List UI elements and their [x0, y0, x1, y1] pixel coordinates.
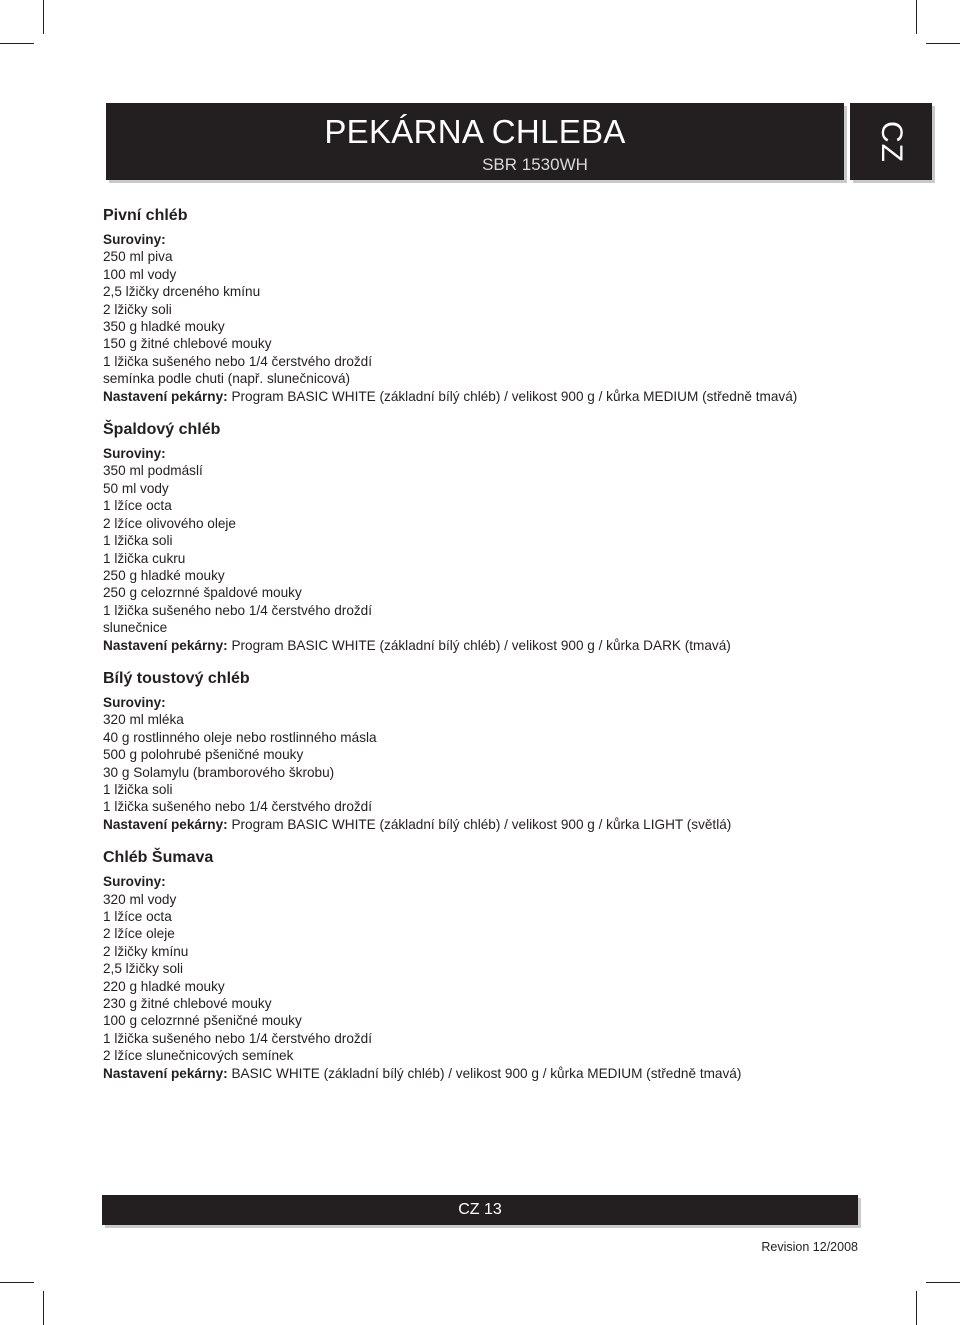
ingredient-item: 150 g žitné chlebové mouky	[103, 336, 272, 352]
model-number: SBR 1530WH	[482, 155, 588, 174]
recipe-title: Chléb Šumava	[103, 849, 214, 867]
ingredient-item: 2 lžíce olivového oleje	[103, 515, 236, 531]
page-title: PEKÁRNA CHLEBA	[324, 113, 626, 150]
recipe-section	[103, 205, 883, 405]
ingredient-item: 350 ml podmáslí	[103, 463, 203, 479]
ingredient-item: 1 lžička sušeného nebo 1/4 čerstvého droždí	[103, 353, 373, 369]
ingredient-item: 1 lžíce octa	[103, 909, 172, 924]
ingredient-item: 1 lžíce octa	[103, 498, 172, 514]
bakery-setting-text: Program BASIC WHITE (základní bílý chléb) / velikost 900 g / kůrka DARK (tmavá)	[227, 637, 731, 653]
crop-mark	[926, 1282, 960, 1283]
recipes-content	[103, 205, 883, 1096]
ingredient-item: 250 g hladké mouky	[103, 567, 225, 583]
ingredient-item: 320 ml mléka	[103, 712, 184, 728]
ingredient-item: 250 g celozrnné špaldové mouky	[103, 585, 302, 601]
recipe-title: Špaldový chléb	[103, 421, 221, 439]
page-header	[106, 103, 844, 180]
ingredient-item: 2 lžičky kmínu	[103, 943, 189, 959]
ingredient-item: semínka podle chuti (např. slunečnicová)	[103, 371, 351, 387]
ingredients-label: Suroviny:	[103, 694, 166, 710]
ingredient-item: 100 g celozrnné pšeničné mouky	[103, 1013, 302, 1029]
recipe-section	[103, 668, 883, 833]
bakery-setting-label: Nastavení pekárny:	[103, 1065, 228, 1081]
crop-mark	[0, 1282, 34, 1283]
ingredient-item: 220 g hladké mouky	[103, 978, 225, 994]
bakery-setting-text: Program BASIC WHITE (základní bílý chléb) / velikost 900 g / kůrka MEDIUM (středně tmavá)	[227, 388, 798, 404]
bakery-setting	[103, 637, 883, 654]
crop-mark	[43, 0, 44, 34]
language-tab	[850, 103, 932, 180]
page-number: CZ 13	[458, 1201, 502, 1218]
ingredient-item: 230 g žitné chlebové mouky	[103, 996, 272, 1012]
ingredient-item: 1 lžička cukru	[103, 550, 186, 566]
ingredient-item: 1 lžička soli	[103, 781, 173, 797]
ingredient-item: 320 ml vody	[103, 891, 177, 907]
language-tab-label: CZ	[875, 120, 908, 163]
recipe-section	[103, 847, 883, 1082]
bakery-setting-label: Nastavení pekárny:	[103, 388, 228, 404]
crop-mark	[926, 43, 960, 44]
bakery-setting	[103, 388, 883, 405]
ingredient-item: 2 lžičky soli	[103, 301, 172, 317]
recipe-section	[103, 419, 883, 654]
crop-mark	[916, 1291, 917, 1325]
page-number-bar	[102, 1195, 858, 1225]
ingredient-item: 30 g Solamylu (bramborového škrobu)	[103, 764, 335, 780]
ingredient-item: 40 g rostlinného oleje nebo rostlinného másla	[103, 729, 377, 745]
revision-note: Revision 12/2008	[761, 1240, 858, 1254]
ingredient-item: 500 g polohrubé pšeničné mouky	[103, 747, 304, 763]
ingredient-item: 50 ml vody	[103, 480, 169, 496]
bakery-setting	[103, 1065, 883, 1082]
ingredient-item: 350 g hladké mouky	[103, 319, 225, 335]
crop-mark	[0, 43, 34, 44]
ingredients-label: Suroviny:	[103, 232, 166, 247]
ingredient-item: 1 lžička sušeného nebo 1/4 čerstvého droždí	[103, 799, 373, 815]
ingredients-label: Suroviny:	[103, 874, 166, 890]
ingredient-item: 2 lžíce oleje	[103, 926, 175, 942]
bakery-setting-label: Nastavení pekárny:	[103, 637, 228, 653]
ingredient-item: 2,5 lžičky drceného kmínu	[103, 284, 261, 300]
ingredient-item: 2,5 lžičky soli	[103, 961, 184, 977]
ingredient-item: 100 ml vody	[103, 266, 177, 282]
ingredient-item: 2 lžíce slunečnicových semínek	[103, 1048, 294, 1064]
crop-mark	[43, 1291, 44, 1325]
bakery-setting-text: BASIC WHITE (základní bílý chléb) / velikost 900 g / kůrka MEDIUM (středně tmavá)	[227, 1065, 742, 1081]
bakery-setting-text: Program BASIC WHITE (základní bílý chléb) / velikost 900 g / kůrka LIGHT (světlá)	[227, 816, 732, 832]
recipe-title: Bílý toustový chléb	[103, 669, 250, 687]
recipe-title: Pivní chléb	[103, 207, 188, 224]
ingredient-item: 1 lžička soli	[103, 533, 173, 549]
ingredient-item: 250 ml piva	[103, 249, 173, 265]
ingredients-label: Suroviny:	[103, 446, 166, 462]
ingredient-item: 1 lžička sušeného nebo 1/4 čerstvého droždí	[103, 602, 373, 618]
crop-mark	[916, 0, 917, 34]
bakery-setting-label: Nastavení pekárny:	[103, 816, 228, 832]
ingredient-item: 1 lžička sušeného nebo 1/4 čerstvého droždí	[103, 1030, 373, 1046]
ingredient-item: slunečnice	[103, 620, 168, 636]
bakery-setting	[103, 816, 883, 833]
